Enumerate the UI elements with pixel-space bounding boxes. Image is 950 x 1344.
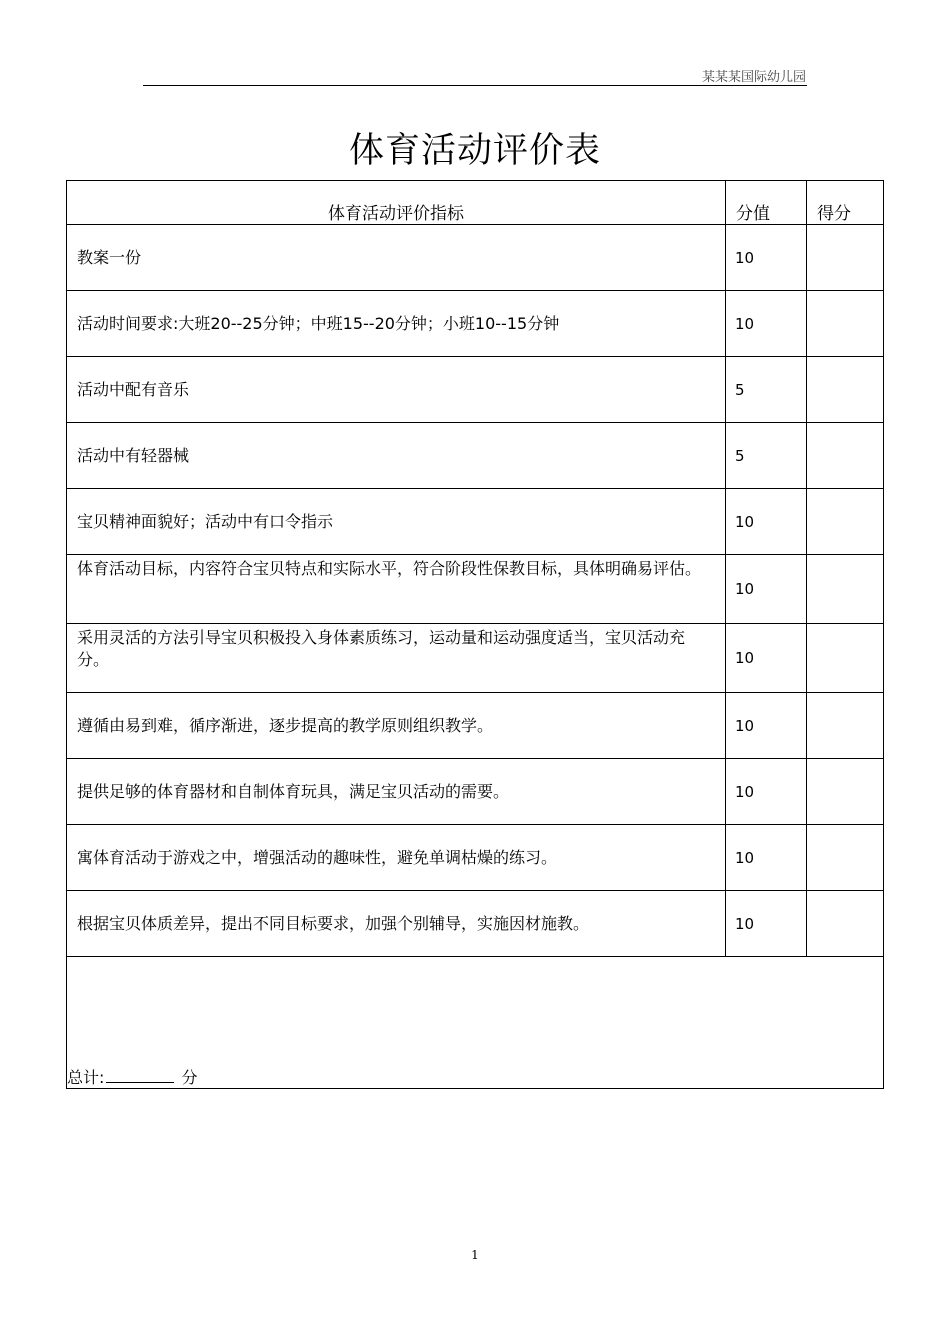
header-points: 分值 xyxy=(726,181,807,225)
table-row xyxy=(67,555,884,624)
table-row xyxy=(67,489,884,555)
table-header-row xyxy=(67,181,884,225)
indicator-cell: 遵循由易到难，循序渐进，逐步提高的教学原则组织教学。 xyxy=(67,693,726,759)
evaluation-table xyxy=(66,180,884,1089)
score-cell[interactable] xyxy=(807,891,884,957)
points-cell: 10 xyxy=(726,891,807,957)
score-cell[interactable] xyxy=(807,624,884,693)
header-rule xyxy=(143,85,807,86)
indicator-cell: 教案一份 xyxy=(67,225,726,291)
points-cell: 5 xyxy=(726,357,807,423)
page-number: 1 xyxy=(471,1248,479,1262)
table-row xyxy=(67,357,884,423)
score-cell[interactable] xyxy=(807,825,884,891)
table-row xyxy=(67,759,884,825)
points-cell: 10 xyxy=(726,759,807,825)
score-cell[interactable] xyxy=(807,759,884,825)
table-row xyxy=(67,693,884,759)
header-indicator: 体育活动评价指标 xyxy=(67,181,726,225)
points-cell: 10 xyxy=(726,555,807,624)
score-cell[interactable] xyxy=(807,291,884,357)
score-cell[interactable] xyxy=(807,489,884,555)
indicator-cell: 活动时间要求:大班20--25分钟；中班15--20分钟；小班10--15分钟 xyxy=(67,291,726,357)
table-row xyxy=(67,825,884,891)
table-row xyxy=(67,291,884,357)
indicator-cell: 活动中配有音乐 xyxy=(67,357,726,423)
indicator-cell: 采用灵活的方法引导宝贝积极投入身体素质练习，运动量和运动强度适当，宝贝活动充分。 xyxy=(67,624,726,693)
total-label: 总计: xyxy=(67,1068,105,1087)
score-cell[interactable] xyxy=(807,555,884,624)
points-cell: 10 xyxy=(726,624,807,693)
table-row xyxy=(67,423,884,489)
indicator-cell: 根据宝贝体质差异，提出不同目标要求，加强个别辅导，实施因材施教。 xyxy=(67,891,726,957)
indicator-cell: 宝贝精神面貌好；活动中有口令指示 xyxy=(67,489,726,555)
points-cell: 10 xyxy=(726,693,807,759)
points-cell: 10 xyxy=(726,291,807,357)
page-title: 体育活动评价表 xyxy=(348,131,601,171)
points-cell: 10 xyxy=(726,489,807,555)
score-cell[interactable] xyxy=(807,423,884,489)
total-blank-field[interactable] xyxy=(106,1068,174,1083)
table-row xyxy=(67,225,884,291)
score-cell[interactable] xyxy=(807,225,884,291)
score-cell[interactable] xyxy=(807,357,884,423)
total-row xyxy=(67,957,884,1089)
indicator-cell: 体育活动目标，内容符合宝贝特点和实际水平，符合阶段性保教目标，具体明确易评估。 xyxy=(67,555,726,624)
header-score: 得分 xyxy=(807,181,884,225)
score-cell[interactable] xyxy=(807,693,884,759)
indicator-cell: 活动中有轻器械 xyxy=(67,423,726,489)
points-cell: 5 xyxy=(726,423,807,489)
indicator-cell: 寓体育活动于游戏之中，增强活动的趣味性，避免单调枯燥的练习。 xyxy=(67,825,726,891)
indicator-cell: 提供足够的体育器材和自制体育玩具，满足宝贝活动的需要。 xyxy=(67,759,726,825)
points-cell: 10 xyxy=(726,225,807,291)
total-unit: 分 xyxy=(181,1068,198,1087)
table-row xyxy=(67,624,884,693)
header-org-name: 某某某国际幼儿园 xyxy=(701,70,806,85)
total-cell xyxy=(67,957,884,1089)
table-row xyxy=(67,891,884,957)
points-cell: 10 xyxy=(726,825,807,891)
